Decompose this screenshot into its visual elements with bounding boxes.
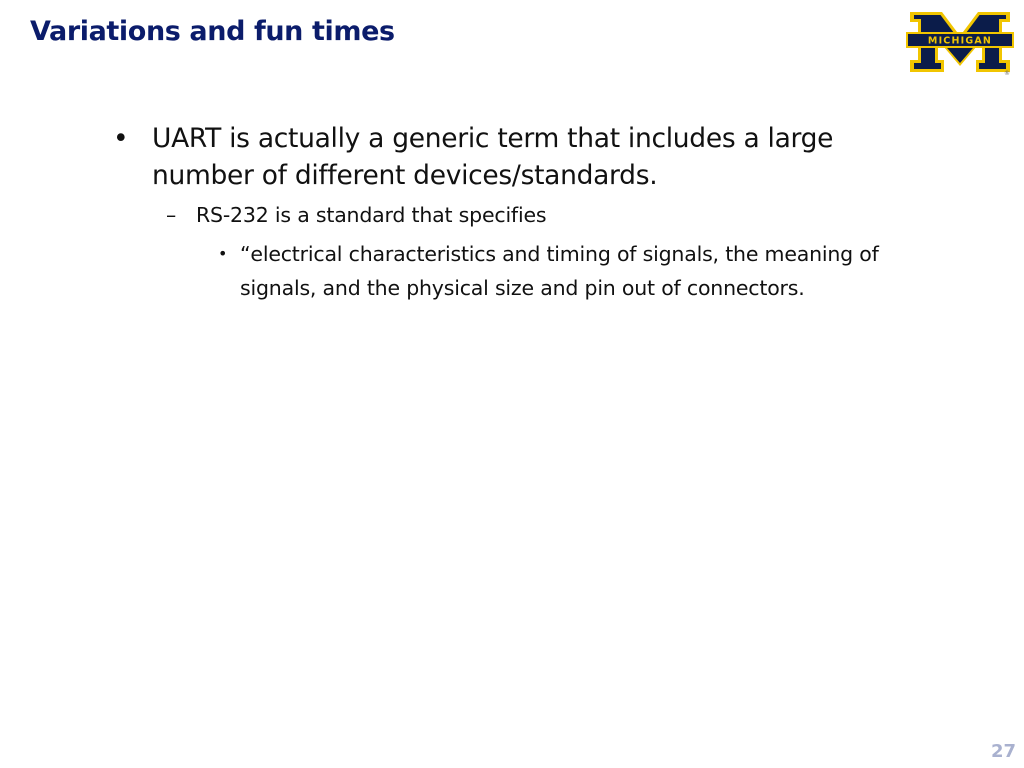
bullet-text: “electrical characteristics and timing of signals, the meaning of signals, and the physical size and pin out of connectors.: [240, 242, 879, 300]
bullet-marker: •: [113, 123, 129, 154]
page-number: 27: [990, 741, 1016, 762]
bullet-marker: •: [218, 244, 228, 263]
logo-registered-mark: ®: [1004, 70, 1010, 76]
bullet-level-1: [113, 120, 912, 194]
slide-title: Variations and fun times: [30, 16, 395, 47]
bullet-level-2: [166, 200, 913, 230]
michigan-logo: [906, 10, 1014, 76]
logo-wordmark: MICHIGAN: [927, 35, 993, 47]
bullet-text: UART is actually a generic term that includes a large number of different devices/standards.: [152, 123, 834, 191]
dash-marker: –: [166, 203, 177, 227]
slide-body: [113, 120, 913, 305]
bullet-level-3: [218, 237, 920, 305]
bullet-text: RS-232 is a standard that specifies: [196, 203, 547, 227]
